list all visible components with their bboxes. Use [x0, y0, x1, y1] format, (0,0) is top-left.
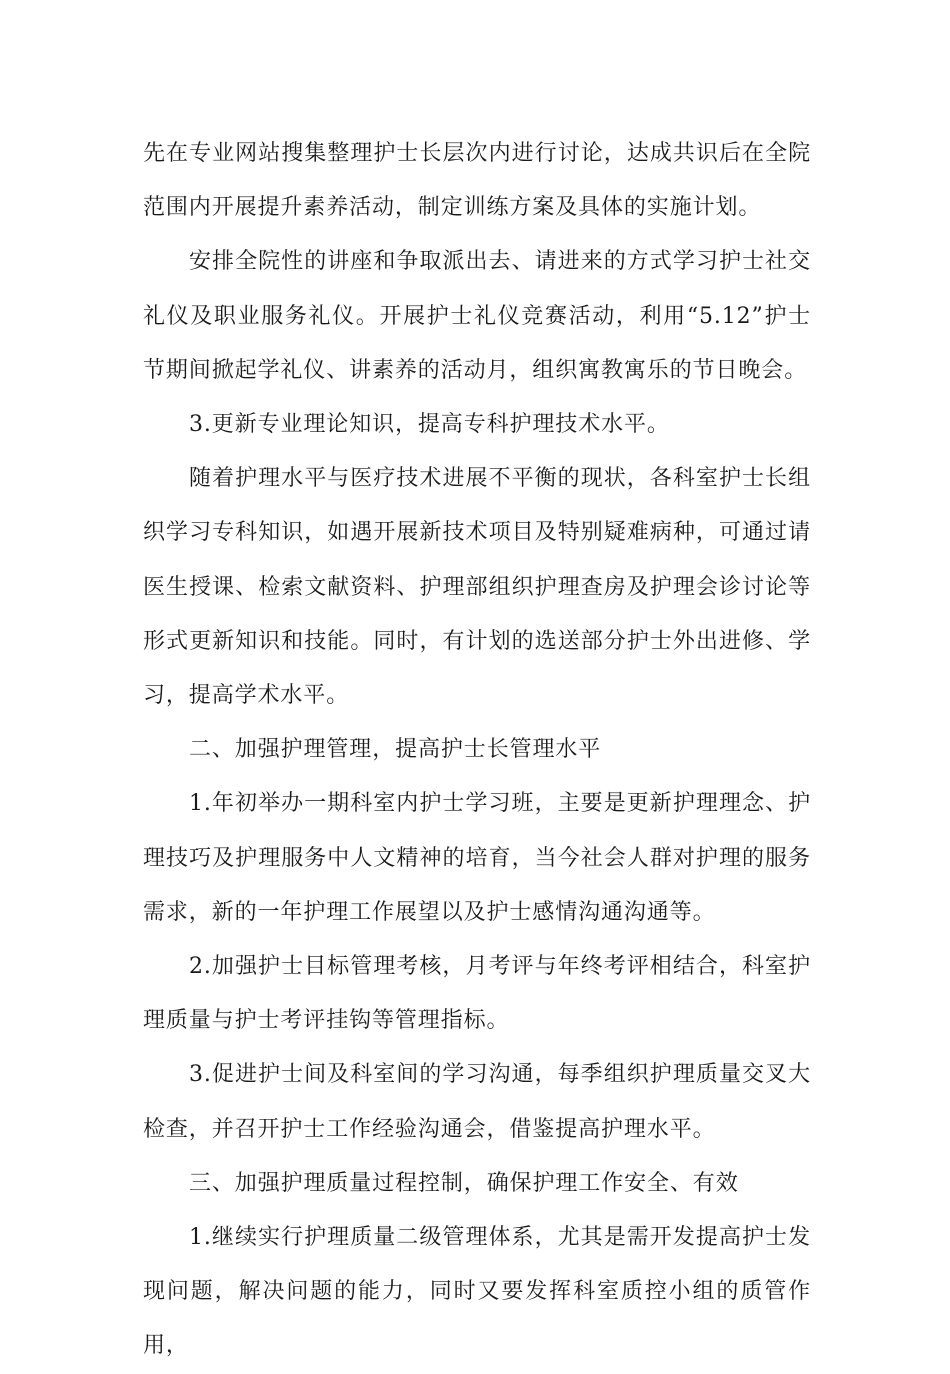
section-subheading: 3.更新专业理论知识，提高专科护理技术水平。	[189, 412, 670, 438]
paragraph: 2.加强护士目标管理考核，月考评与年终考评相结合，科室护理质量与护士考评挂钩等管理指标。	[143, 954, 811, 1034]
document-body	[143, 127, 811, 1374]
section-heading: 三、加强护理质量过程控制，确保护理工作安全、有效	[189, 1170, 739, 1196]
paragraph: 1.继续实行护理质量二级管理体系，尤其是需开发提高护士发现问题，解决问题的能力，同时又要发挥科室质控小组的质管作用，	[143, 1225, 811, 1359]
paragraph: 随着护理水平与医疗技术进展不平衡的现状，各科室护士长组织学习专科知识，如遇开展新技术项目及特别疑难病种，可通过请医生授课、检索文献资料、护理部组织护理查房及护理会诊讨论等形式更新知识和技能。同时，有计划的选送部分护士外出进修、学习，提高学术水平。	[143, 466, 811, 709]
paragraph: 安排全院性的讲座和争取派出去、请进来的方式学习护士社交礼仪及职业服务礼仪。开展护士礼仪竞赛活动，利用“5.12”护士节期间掀起学礼仪、讲素养的活动月，组织寓教寓乐的节日晚会。	[143, 249, 811, 383]
paragraph: 3.促进护士间及科室间的学习沟通，每季组织护理质量交叉大检查，并召开护士工作经验沟通会，借鉴提高护理水平。	[143, 1062, 811, 1142]
section-heading: 二、加强护理管理，提高护士长管理水平	[189, 737, 602, 763]
paragraph: 1.年初举办一期科室内护士学习班，主要是更新护理理念、护理技巧及护理服务中人文精神的培育，当今社会人群对护理的服务需求，新的一年护理工作展望以及护士感情沟通沟通等。	[143, 791, 811, 925]
paragraph: 先在专业网站搜集整理护士长层次内进行讨论，达成共识后在全院范围内开展提升素养活动，制定训练方案及具体的实施计划。	[143, 141, 811, 221]
